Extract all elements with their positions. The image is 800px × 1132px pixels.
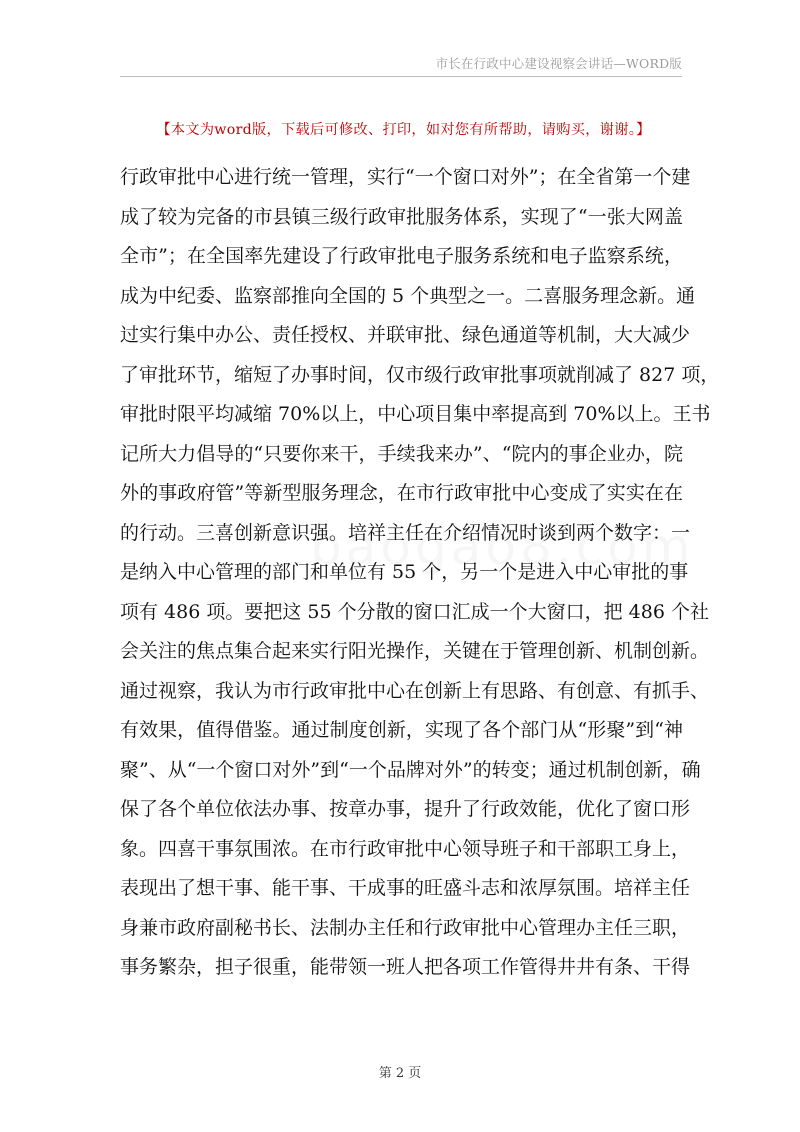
body-line: 聚”、从“一个窗口对外”到“一个品牌对外”的转变；通过机制创新，确 [120, 758, 701, 781]
body-line: 事务繁杂，担子很重，能带领一班人把各项工作管得井井有条、干得 [120, 956, 691, 978]
body-line: 身兼市政府副秘书长、法制办主任和行政审批中心管理办主任三职， [120, 916, 691, 939]
body-line: 审批时限平均减缩 70%以上，中心项目集中率提高到 70%以上。王书 [120, 403, 711, 425]
body-line: 象。四喜干事氛围浓。在市行政审批中心领导班子和干部职工身上， [120, 837, 691, 860]
body-line: 记所大力倡导的“只要你来干，手续我来办”、“院内的事企业办，院 [120, 442, 683, 465]
body-line: 有效果，值得借鉴。通过制度创新，实现了各个部门从“形聚”到“神 [120, 719, 683, 741]
body-line: 通过视察，我认为市行政审批中心在创新上有思路、有创意、有抓手、 [120, 679, 710, 702]
body-line: 外的事政府管”等新型服务理念，在市行政审批中心变成了实实在在 [120, 482, 683, 504]
body-line: 保了各个单位依法办事、按章办事，提升了行政效能，优化了窗口形 [120, 798, 691, 820]
body-line: 的行动。三喜创新意识强。培祥主任在介绍情况时谈到两个数字：一 [120, 521, 691, 544]
page-header [120, 52, 682, 77]
body-line: 全市”；在全国率先建设了行政审批电子服务系统和电子监察系统， [120, 245, 683, 267]
purchase-notice: 【本文为word版，下载后可修改、打印，如对您有所帮助，请购买，谢谢。】 [156, 122, 651, 138]
body-line: 行政审批中心进行统一管理，实行“一个窗口对外”；在全省第一个建 [120, 166, 691, 188]
body-line: 会关注的焦点集合起来实行阳光操作，关键在于管理创新、机制创新。 [120, 640, 710, 662]
body-line: 成为中纪委、监察部推向全国的 5 个典型之一。二喜服务理念新。通 [120, 284, 696, 307]
body-line: 是纳入中心管理的部门和单位有 55 个，另一个是进入中心审批的事 [120, 561, 689, 583]
body-text [120, 158, 720, 988]
body-line: 了审批环节，缩短了办事时间，仅市级行政审批事项就削减了 827 项， [120, 363, 720, 386]
body-line: 项有 486 项。要把这 55 个分散的窗口汇成一个大窗口，把 486 个社 [120, 600, 709, 623]
document-title: 市长在行政中心建设视察会讲话—WORD版 [435, 56, 682, 71]
body-line: 表现出了想干事、能干事、干成事的旺盛斗志和浓厚氛围。培祥主任 [120, 877, 691, 899]
body-line: 成了较为完备的市县镇三级行政审批服务体系，实现了“一张大网盖 [120, 205, 683, 228]
body-line: 过实行集中办公、责任授权、并联审批、绿色通道等机制，大大减少 [120, 324, 691, 346]
page-number: 第 2 页 [378, 1066, 422, 1081]
